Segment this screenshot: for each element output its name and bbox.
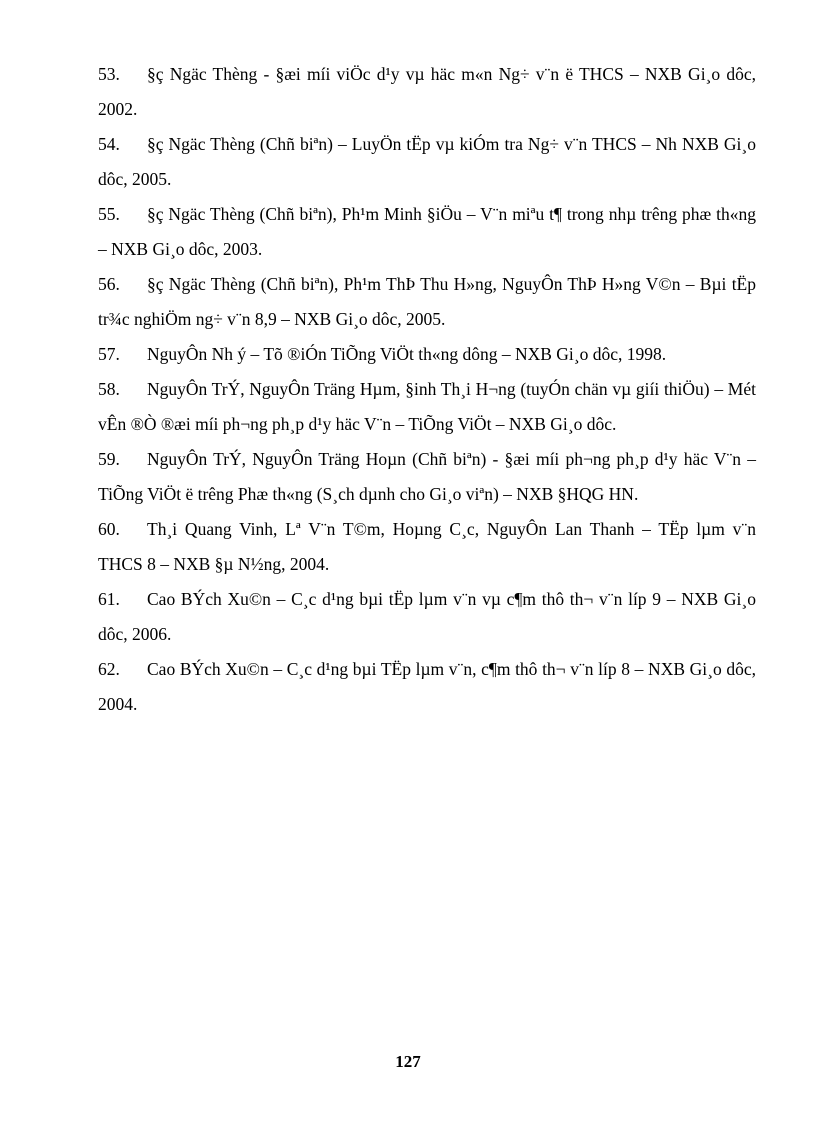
reference-item bbox=[98, 372, 756, 442]
reference-text: §ç Ngäc Thèng (Chñ biªn), Ph¹m Minh §iÖu – V¨n miªu t¶ trong nhµ trêng phæ th«ng – NXB Gi¸o dôc, 2003. bbox=[98, 204, 756, 259]
reference-item bbox=[98, 197, 756, 267]
reference-text: §ç Ngäc Thèng - §æi míi viÖc d¹y vµ häc m«n Ng÷ v¨n ë THCS – NXB Gi¸o dôc, 2002. bbox=[98, 64, 756, 119]
reference-item bbox=[98, 512, 756, 582]
reference-item bbox=[98, 127, 756, 197]
reference-number: 56. bbox=[98, 274, 120, 294]
reference-number: 54. bbox=[98, 134, 120, 154]
reference-number: 62. bbox=[98, 659, 120, 679]
page-number: 127 bbox=[395, 1052, 421, 1071]
reference-text: Th¸i Quang Vinh, Lª V¨n T©m, Hoµng C¸c, NguyÔn Lan Thanh – TËp lµm v¨n THCS 8 – NXB §µ N½ng, 2004. bbox=[98, 519, 756, 574]
reference-number: 61. bbox=[98, 589, 120, 609]
reference-text: Cao BÝch Xu©n – C¸c d¹ng bµi tËp lµm v¨n vµ c¶m thô th¬ v¨n líp 9 – NXB Gi¸o dôc, 2006. bbox=[98, 589, 756, 644]
reference-number: 58. bbox=[98, 379, 120, 399]
reference-text: NguyÔn TrÝ, NguyÔn Träng Hµm, §inh Th¸i H¬ng (tuyÓn chän vµ giíi thiÖu) – Mét vÊn ®Ò ®æi míi ph¬ng ph¸p d¹y häc V¨n – TiÕng ViÖt – NXB Gi¸o dôc. bbox=[98, 379, 756, 434]
reference-number: 53. bbox=[98, 64, 120, 84]
reference-item bbox=[98, 57, 756, 127]
reference-item bbox=[98, 652, 756, 722]
reference-text: NguyÔn TrÝ, NguyÔn Träng Hoµn (Chñ biªn) - §æi míi ph¬ng ph¸p d¹y häc V¨n – TiÕng ViÖt ë trêng Phæ th«ng (S¸ch dµnh cho Gi¸o viªn) – NXB §HQG HN. bbox=[98, 449, 756, 504]
reference-item bbox=[98, 337, 756, 372]
reference-number: 59. bbox=[98, 449, 120, 469]
reference-text: §ç Ngäc Thèng (Chñ biªn) – LuyÖn tËp vµ kiÓm tra Ng÷ v¨n THCS – Nh NXB Gi¸o dôc, 2005. bbox=[98, 134, 756, 189]
reference-item bbox=[98, 267, 756, 337]
reference-list bbox=[98, 57, 756, 722]
reference-text: Cao BÝch Xu©n – C¸c d¹ng bµi TËp lµm v¨n, c¶m thô th¬ v¨n líp 8 – NXB Gi¸o dôc, 2004. bbox=[98, 659, 756, 714]
reference-text: §ç Ngäc Thèng (Chñ biªn), Ph¹m ThÞ Thu H»ng, NguyÔn ThÞ H»ng V©n – Bµi tËp tr¾c nghiÖm ng÷ v¨n 8,9 – NXB Gi¸o dôc, 2005. bbox=[98, 274, 756, 329]
reference-text: NguyÔn Nh ý – Tõ ®iÓn TiÕng ViÖt th«ng dông – NXB Gi¸o dôc, 1998. bbox=[147, 344, 667, 364]
reference-number: 55. bbox=[98, 204, 120, 224]
reference-number: 60. bbox=[98, 519, 120, 539]
reference-item bbox=[98, 442, 756, 512]
reference-number: 57. bbox=[98, 344, 120, 364]
reference-item bbox=[98, 582, 756, 652]
